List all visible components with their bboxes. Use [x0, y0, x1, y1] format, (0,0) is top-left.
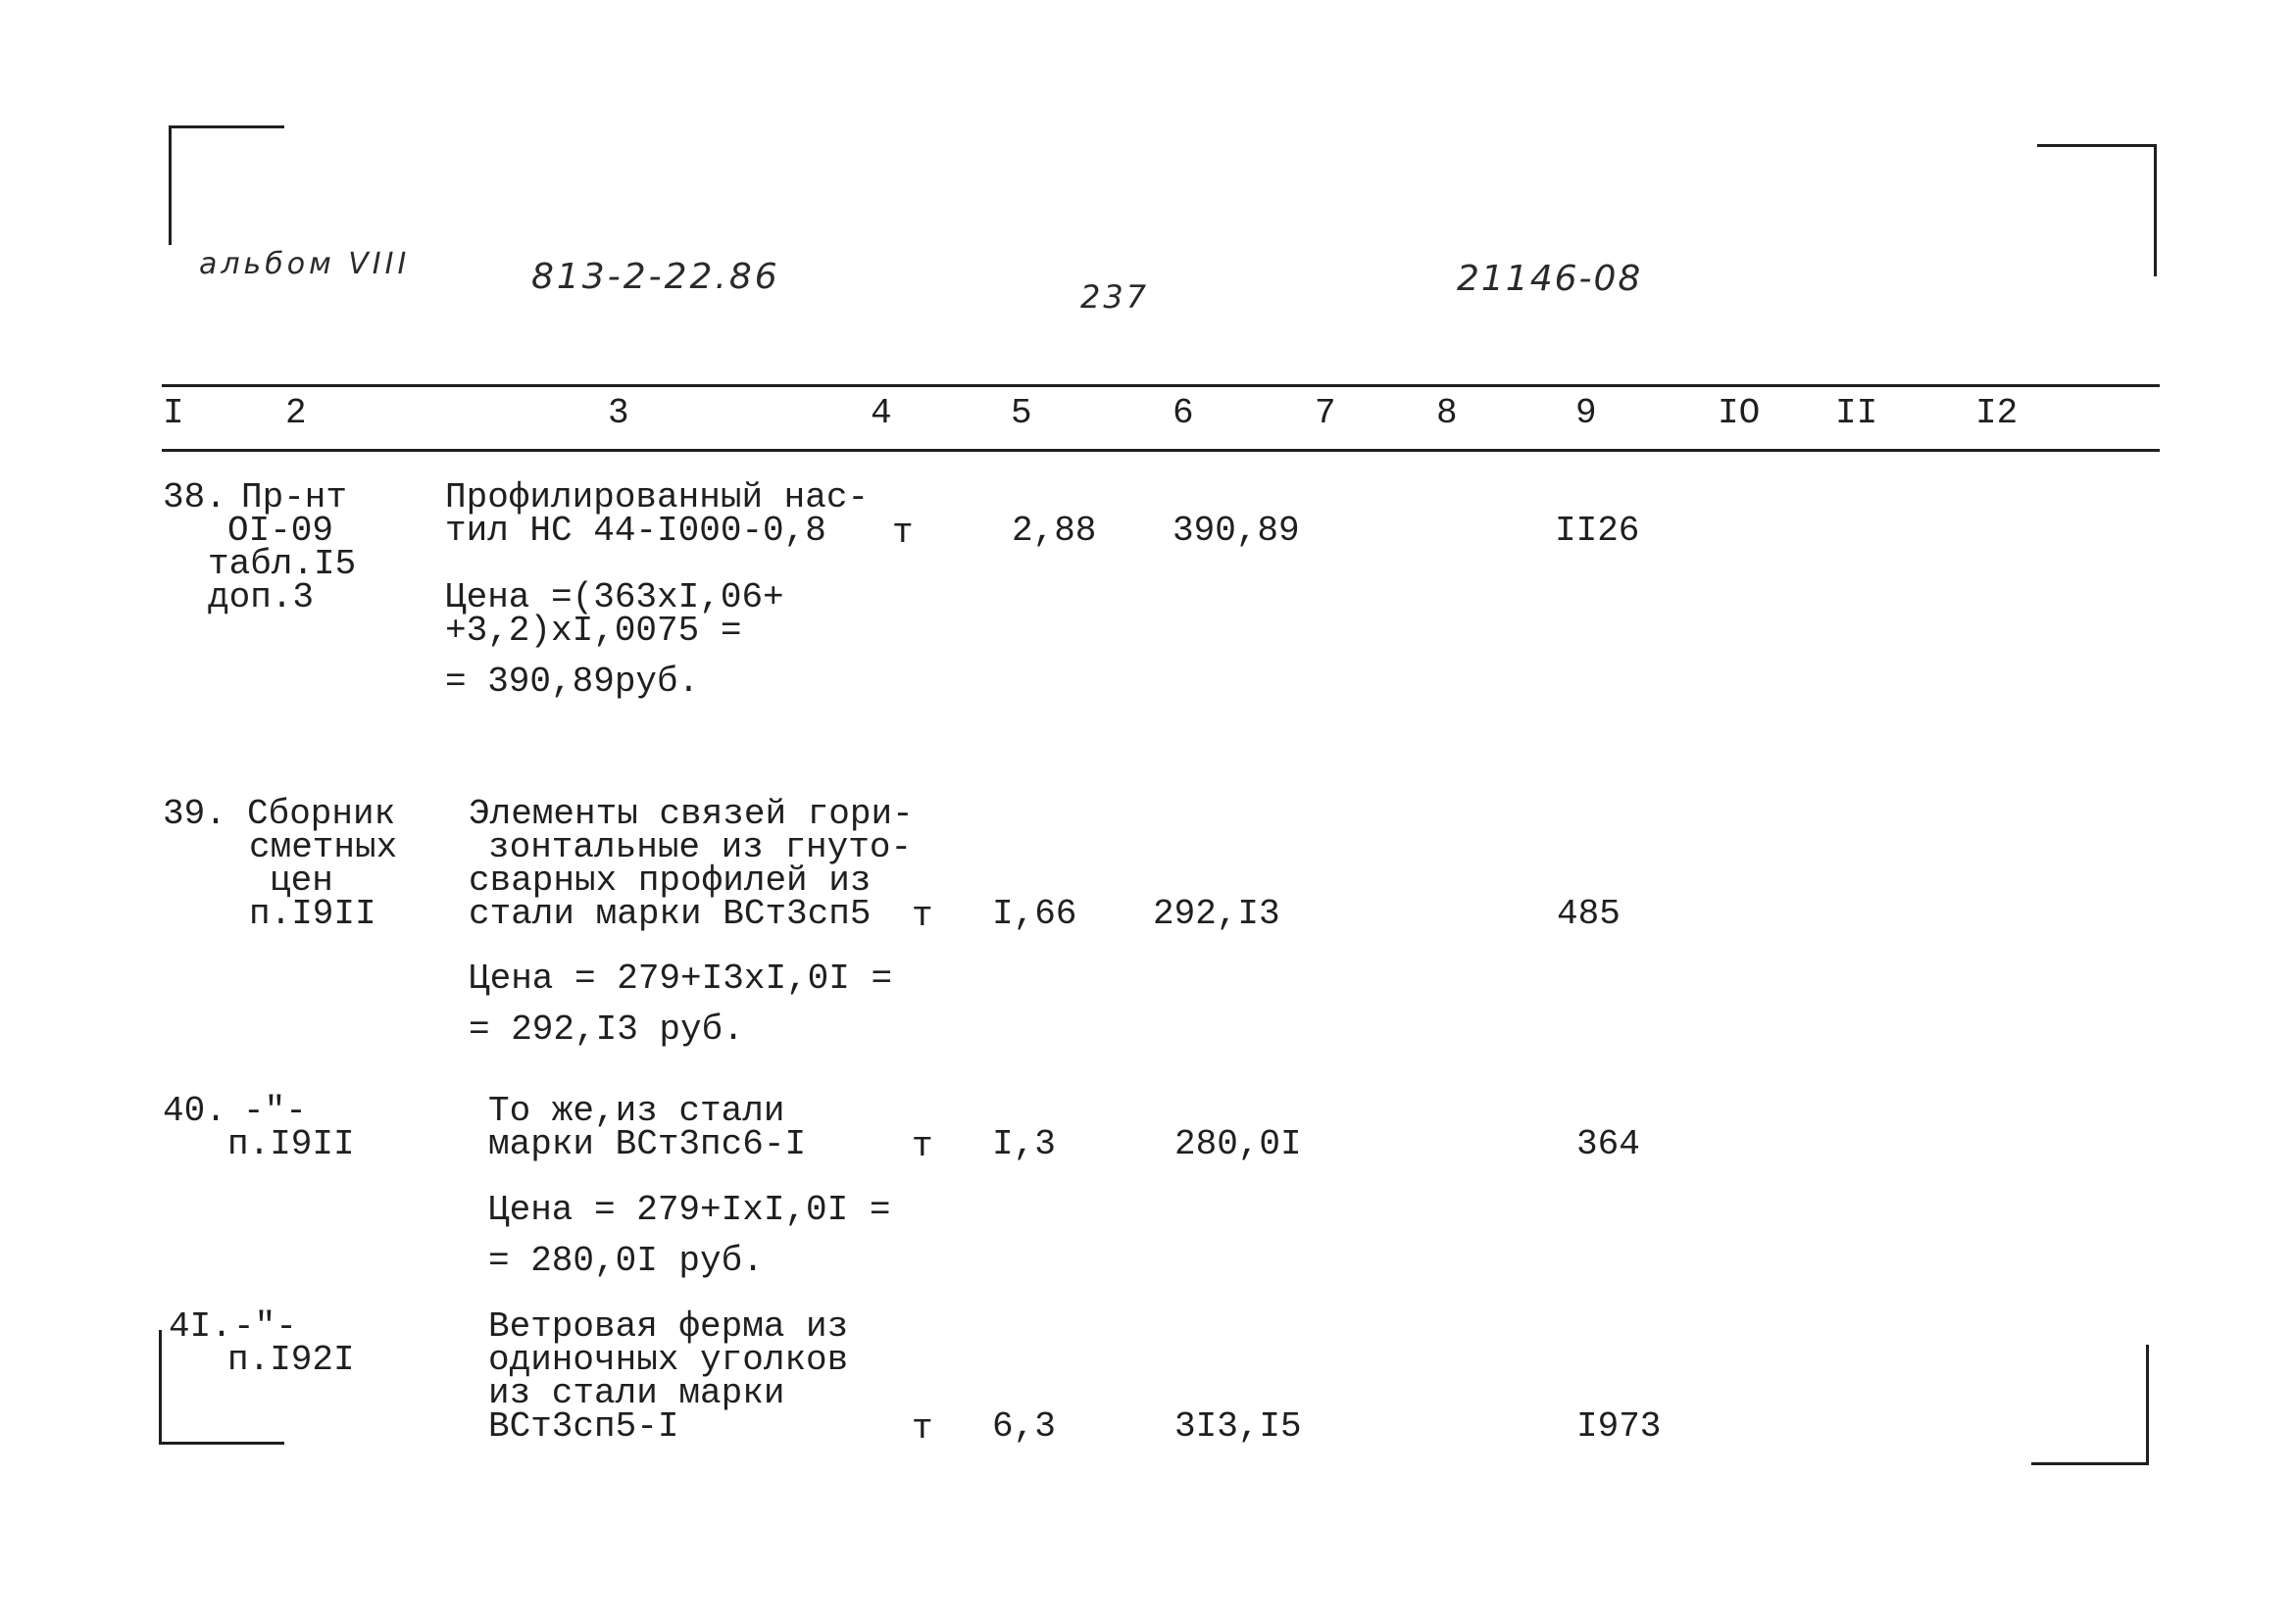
unit-cell: т — [912, 1126, 933, 1166]
price-cell: 3I3,I5 — [1174, 1406, 1302, 1447]
column-header-3: 3 — [608, 393, 629, 433]
album-label: альбом VIII — [199, 247, 411, 281]
total-cell: II26 — [1555, 511, 1640, 551]
calculation-line: +3,2)хI,0075 = — [445, 611, 742, 651]
description-line: Ветровая ферма из — [488, 1306, 849, 1347]
column-header-10: IO — [1718, 393, 1761, 433]
row-number: 4I. — [169, 1306, 232, 1347]
source-line: Пр-нт — [241, 477, 348, 517]
source-line: -"- — [243, 1091, 307, 1131]
source-line: Сборник — [247, 794, 396, 834]
column-header-4: 4 — [871, 393, 892, 433]
price-cell: 292,I3 — [1153, 894, 1280, 934]
unit-cell: т — [892, 513, 914, 553]
source-line: цен — [270, 861, 333, 901]
corner-mark-top-right-v — [2154, 144, 2157, 276]
source-line: сметных — [249, 827, 398, 867]
column-header-7: 7 — [1315, 393, 1336, 433]
column-header-6: 6 — [1172, 393, 1194, 433]
description-line: То же,из стали — [488, 1091, 785, 1131]
corner-mark-bottom-left-v — [159, 1330, 162, 1445]
source-line: табл.I5 — [208, 544, 357, 584]
description-line: сварных профилей из — [469, 861, 872, 901]
column-header-12: I2 — [1975, 393, 2019, 433]
description-line: зонтальные из гнуто- — [488, 827, 913, 867]
calculation-line: = 390,89руб. — [445, 662, 700, 702]
description-line: тил НС 44-I000-0,8 — [445, 511, 826, 551]
corner-mark-top-right-h — [2037, 144, 2157, 147]
calculation-line: Цена =(363хI,06+ — [445, 577, 784, 617]
price-cell: 390,89 — [1172, 511, 1300, 551]
quantity-cell: 6,3 — [992, 1406, 1056, 1447]
total-cell: I973 — [1576, 1406, 1662, 1447]
corner-mark-bottom-left-h — [159, 1442, 284, 1445]
calculation-line: = 280,0I руб. — [488, 1241, 764, 1281]
quantity-cell: I,3 — [992, 1124, 1056, 1164]
source-line: доп.3 — [208, 577, 315, 617]
corner-mark-bottom-right-h — [2031, 1462, 2149, 1465]
column-header-5: 5 — [1011, 393, 1032, 433]
source-line: OI-09 — [227, 511, 334, 551]
source-line: -"- — [233, 1306, 297, 1347]
price-cell: 280,0I — [1174, 1124, 1302, 1164]
description-line: стали марки ВСт3сп5 — [469, 894, 872, 934]
description-line: из стали марки — [488, 1373, 785, 1413]
document-code: 21146-08 — [1457, 259, 1643, 299]
row-number: 39. — [163, 794, 226, 834]
source-line: п.I9II — [227, 1124, 355, 1164]
unit-cell: т — [912, 896, 933, 936]
page-number: 237 — [1080, 278, 1150, 316]
quantity-cell: 2,88 — [1012, 511, 1097, 551]
corner-mark-top-left-h — [169, 125, 284, 128]
description-line: Профилированный нас- — [445, 477, 870, 517]
quantity-cell: I,66 — [992, 894, 1077, 934]
column-header-1: I — [163, 393, 184, 433]
table-header-top-rule — [162, 384, 2160, 387]
series-code: 813-2-22.86 — [531, 257, 780, 297]
row-number: 40. — [163, 1091, 226, 1131]
description-line: ВСт3сп5-I — [488, 1406, 679, 1447]
total-cell: 485 — [1557, 894, 1621, 934]
row-number: 38. — [163, 477, 226, 517]
description-line: одиночных уголков — [488, 1340, 849, 1380]
calculation-line: Цена = 279+IхI,0I = — [488, 1190, 891, 1230]
column-header-11: II — [1835, 393, 1878, 433]
calculation-line: Цена = 279+I3хI,0I = — [469, 959, 893, 999]
calculation-line: = 292,I3 руб. — [469, 1009, 744, 1050]
unit-cell: т — [912, 1408, 933, 1449]
table-header-bottom-rule — [162, 449, 2160, 452]
source-line: п.I9II — [249, 894, 376, 934]
description-line: Элементы связей гори- — [469, 794, 914, 834]
corner-mark-bottom-right-v — [2146, 1345, 2149, 1465]
column-header-9: 9 — [1575, 393, 1597, 433]
corner-mark-top-left-v — [169, 125, 172, 245]
source-line: п.I92I — [227, 1340, 355, 1380]
column-header-2: 2 — [285, 393, 307, 433]
description-line: марки ВСт3пс6-I — [488, 1124, 807, 1164]
total-cell: 364 — [1576, 1124, 1640, 1164]
column-header-8: 8 — [1436, 393, 1458, 433]
